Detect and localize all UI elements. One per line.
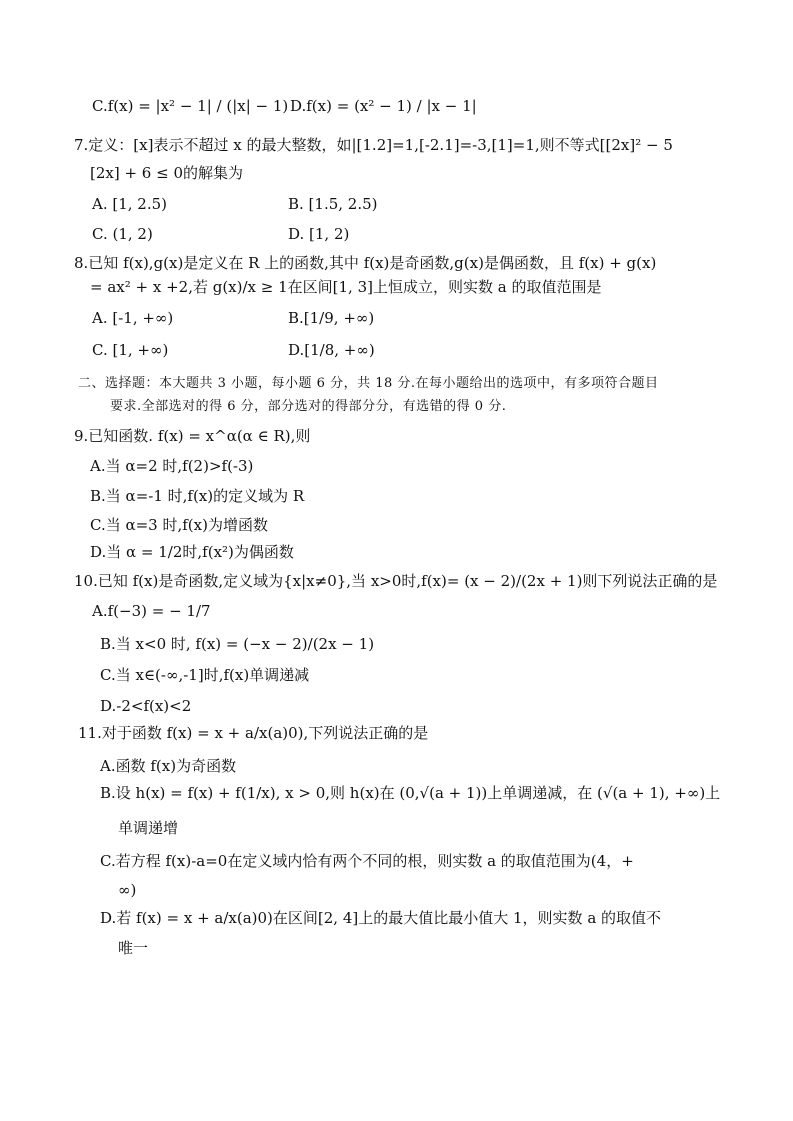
q11-option-c: C.若方程 f(x)-a=0在定义域内恰有两个不同的根，则实数 a 的取值范围为(4，+ (100, 852, 634, 870)
q7-option-c: C. (1, 2) (92, 225, 153, 243)
q8-option-b: B.[1/9, +∞) (288, 309, 375, 327)
q10-option-d: D.-2<f(x)<2 (100, 697, 192, 715)
q7-option-d: D. [1, 2) (288, 225, 350, 243)
q9-stem: 9.已知函数. f(x) = x^α(α ∈ R),则 (74, 427, 311, 445)
q7-option-a: A. [1, 2.5) (92, 195, 168, 213)
q9-option-b: B.当 α=-1 时,f(x)的定义域为 R (90, 487, 305, 505)
q9-option-d: D.当 α = 1/2时,f(x²)为偶函数 (90, 543, 294, 561)
q8-stem: 8.已知 f(x),g(x)是定义在 R 上的函数,其中 f(x)是奇函数,g(x)是偶函数，且 f(x) + g(x) (74, 254, 657, 272)
q10-option-b: B.当 x<0 时, f(x) = (−x − 2)/(2x − 1) (100, 635, 375, 653)
q9-option-c: C.当 α=3 时,f(x)为增函数 (90, 516, 268, 534)
q10-option-a: A.f(−3) = − 1/7 (92, 602, 211, 620)
q7-option-b: B. [1.5, 2.5) (288, 195, 378, 213)
q10-stem: 10.已知 f(x)是奇函数,定义域为{x|x≠0},当 x>0时,f(x)= (x − 2)/(2x + 1)则下列说法正确的是 (74, 572, 718, 590)
q8-stem-cont: = ax² + x +2,若 g(x)/x ≥ 1在区间[1, 3]上恒成立，则实数 a 的取值范围是 (90, 278, 602, 296)
q11-stem: 11.对于函数 f(x) = x + a/x(a)0),下列说法正确的是 (78, 724, 429, 742)
q7-stem-cont: [2x] + 6 ≤ 0的解集为 (90, 164, 244, 182)
q11-option-d-cont: 唯一 (118, 939, 149, 957)
q10-option-c: C.当 x∈(-∞,-1]时,f(x)单调递减 (100, 666, 310, 684)
q8-option-a: A. [-1, +∞) (92, 309, 174, 327)
q6-option-d: D.f(x) = (x² − 1) / |x − 1| (290, 97, 477, 115)
q11-option-b-cont: 单调递增 (118, 819, 179, 837)
q9-option-a: A.当 α=2 时,f(2)>f(-3) (90, 457, 254, 475)
section-2-instructions: 要求.全部选对的得 6 分，部分选对的得部分分，有选错的得 0 分. (110, 399, 507, 414)
q11-option-a: A.函数 f(x)为奇函数 (100, 757, 237, 775)
q7-stem: 7.定义：[x]表示不超过 x 的最大整数，如|[1.2]=1,[-2.1]=-3,[1]=1,则不等式[[2x]² − 5 (74, 136, 673, 154)
q6-option-c: C.f(x) = |x² − 1| / (|x| − 1) (92, 97, 289, 115)
q11-option-d: D.若 f(x) = x + a/x(a)0)在区间[2, 4]上的最大值比最小值大 1，则实数 a 的取值不 (100, 909, 662, 927)
section-2-heading: 二、选择题：本大题共 3 小题，每小题 6 分，共 18 分.在每小题给出的选项中，有多项符合题目 (78, 376, 659, 391)
q8-option-d: D.[1/8, +∞) (288, 341, 375, 359)
q11-option-b: B.设 h(x) = f(x) + f(1/x), x > 0,则 h(x)在 (0,√(a + 1))上单调递减，在 (√(a + 1), +∞)上 (100, 784, 721, 802)
q11-option-c-cont: ∞) (118, 881, 137, 899)
q8-option-c: C. [1, +∞) (92, 341, 169, 359)
